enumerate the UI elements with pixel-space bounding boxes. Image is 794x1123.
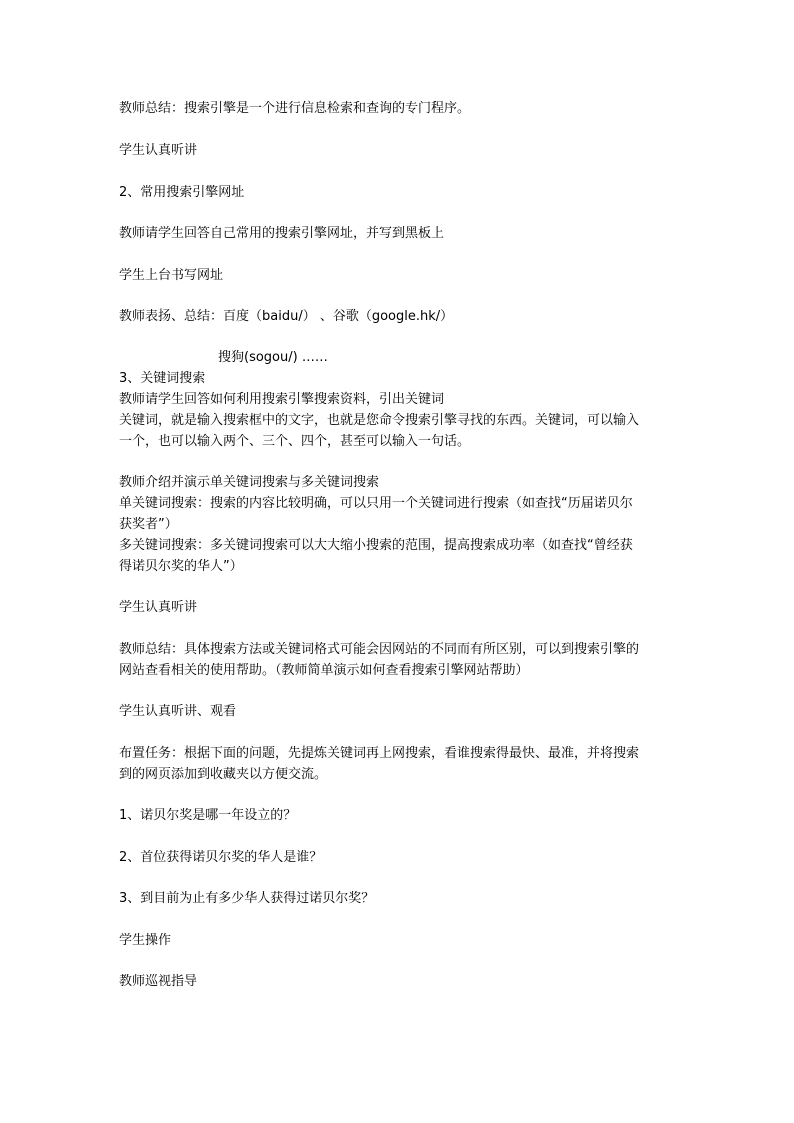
paragraph: 教师总结：搜索引擎是一个进行信息检索和查询的专门程序。 xyxy=(119,101,471,116)
paragraph: 教师总结：具体搜索方法或关键词格式可能会因网站的不同而有所区别，可以到搜索引擎的 xyxy=(119,642,640,657)
paragraph: 布置任务：根据下面的问题，先提炼关键词再上网搜索，看谁搜索得最快、最准，并将搜索 xyxy=(119,746,640,761)
paragraph: 获奖者”） xyxy=(119,517,178,532)
paragraph: 学生认真听讲、观看 xyxy=(119,704,237,719)
paragraph: 教师巡视指导 xyxy=(119,974,198,989)
paragraph: 网站查看相关的使用帮助。（教师简单演示如何查看搜索引擎网站帮助） xyxy=(119,663,529,678)
paragraph: 教师表扬、总结：百度（baidu/） 、谷歌（google.hk/） xyxy=(119,309,454,324)
paragraph: 教师介绍并演示单关键词搜索与多关键词搜索 xyxy=(119,475,380,490)
paragraph: 一个，也可以输入两个、三个、四个，甚至可以输入一句话。 xyxy=(119,434,471,449)
paragraph: 关键词，就是输入搜索框中的文字，也就是您命令搜索引擎寻找的东西。关键词，可以输入 xyxy=(119,413,640,428)
paragraph: 多关键词搜索：多关键词搜索可以大大缩小搜索的范围，提高搜索成功率（如查找“曾经获 xyxy=(119,538,633,553)
question-item: 1、诺贝尔奖是哪一年设立的？ xyxy=(119,808,297,823)
question-item: 2、首位获得诺贝尔奖的华人是谁？ xyxy=(119,850,323,865)
section-heading: 3、关键词搜索 xyxy=(119,371,206,386)
paragraph: 搜狗(sogou/) …… xyxy=(218,350,328,365)
paragraph: 得诺贝尔奖的华人”） xyxy=(119,559,243,574)
paragraph: 教师请学生回答如何利用搜索引擎搜索资料，引出关键词 xyxy=(119,392,445,407)
paragraph: 教师请学生回答自己常用的搜索引擎网址，并写到黑板上 xyxy=(119,226,445,241)
paragraph: 学生认真听讲 xyxy=(119,143,198,158)
paragraph: 到的网页添加到收藏夹以方便交流。 xyxy=(119,767,328,782)
paragraph: 单关键词搜索：搜索的内容比较明确，可以只用一个关键词进行搜索（如查找“历届诺贝尔 xyxy=(119,496,633,511)
paragraph: 学生上台书写网址 xyxy=(119,268,224,283)
paragraph: 2、常用搜索引擎网址 xyxy=(119,185,245,200)
paragraph: 学生认真听讲 xyxy=(119,600,198,615)
question-item: 3、到目前为止有多少华人获得过诺贝尔奖？ xyxy=(119,891,375,906)
paragraph: 学生操作 xyxy=(119,933,172,948)
